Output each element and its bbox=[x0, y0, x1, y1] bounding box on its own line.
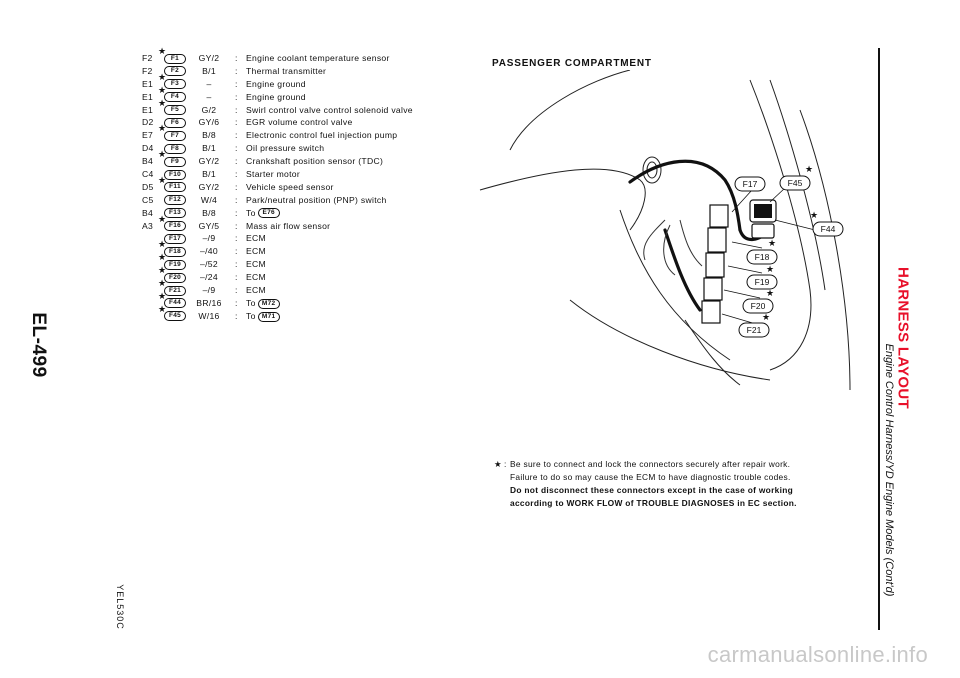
wire-color: –/52 bbox=[200, 259, 218, 270]
description-text: Park/neutral position (PNP) switch bbox=[246, 194, 387, 205]
star-icon: ★ bbox=[158, 213, 167, 224]
console-edge bbox=[800, 110, 850, 390]
connector-id-badge: F8 bbox=[164, 144, 186, 154]
separator: : bbox=[235, 246, 238, 257]
target-connector-badge: M71 bbox=[258, 312, 280, 322]
description-text: Engine ground bbox=[246, 78, 306, 89]
wire-color: GY/2 bbox=[198, 53, 220, 63]
separator: : bbox=[235, 233, 238, 244]
star-icon: ★ bbox=[158, 46, 167, 56]
connector-f19 bbox=[706, 253, 724, 277]
section-heading: HARNESS LAYOUT bbox=[894, 267, 912, 409]
connector-row bbox=[142, 232, 482, 245]
connector-description bbox=[246, 220, 330, 233]
star-f21: ★ bbox=[762, 312, 771, 322]
separator: : bbox=[235, 130, 238, 141]
connector-row bbox=[142, 239, 482, 258]
description-text: To bbox=[246, 297, 256, 308]
connector-description bbox=[246, 284, 266, 297]
connector-f17 bbox=[710, 205, 728, 227]
grid-location: E7 bbox=[142, 130, 154, 141]
harness-diagram bbox=[470, 70, 870, 400]
wire-color: B/8 bbox=[202, 207, 216, 218]
connector-f18 bbox=[708, 228, 726, 252]
description-text: Engine ground bbox=[246, 91, 306, 102]
wire-color: GY/5 bbox=[198, 220, 220, 231]
wire-color: – bbox=[206, 78, 212, 89]
separator: : bbox=[235, 259, 238, 270]
connector-id-badge: F44 bbox=[164, 298, 186, 308]
section-subheading: Engine Control Harness/YD Engine Models (Cont'd) bbox=[883, 343, 895, 597]
grid-location: E1 bbox=[142, 91, 154, 102]
connector-row bbox=[142, 265, 482, 284]
star-f19: ★ bbox=[766, 264, 775, 274]
description-text: To bbox=[246, 310, 256, 321]
wire-color: –/24 bbox=[200, 272, 218, 283]
connector-id-badge: F13 bbox=[164, 208, 186, 218]
note-colon: : bbox=[504, 459, 507, 469]
wire-color: B/1 bbox=[202, 65, 216, 76]
target-connector-badge: E76 bbox=[258, 208, 280, 218]
separator: : bbox=[235, 194, 238, 205]
connector-id-badge: F9 bbox=[164, 157, 186, 167]
connector-description bbox=[246, 207, 280, 220]
connector-description bbox=[246, 91, 306, 104]
star-f18: ★ bbox=[768, 238, 777, 248]
wire-color: BR/16 bbox=[196, 297, 222, 308]
wire-color: B/1 bbox=[202, 169, 216, 180]
description-text: EGR volume control valve bbox=[246, 117, 353, 128]
note-line-4: according to WORK FLOW of TROUBLE DIAGNOSES in EC section. bbox=[510, 498, 797, 508]
connector-f21 bbox=[702, 301, 720, 323]
page-number: EL-499 bbox=[28, 312, 49, 378]
grid-location: D2 bbox=[142, 117, 154, 128]
connector-id-badge: F45 bbox=[164, 311, 186, 321]
floor-outline bbox=[570, 300, 770, 380]
grid-location: B4 bbox=[142, 156, 154, 167]
description-text: Mass air flow sensor bbox=[246, 220, 331, 231]
grid-location: F2 bbox=[142, 53, 153, 63]
wire-color: –/9 bbox=[202, 233, 216, 244]
description-text: Engine coolant temperature sensor bbox=[246, 53, 390, 63]
description-text: ECM bbox=[246, 285, 266, 296]
wire-color: W/4 bbox=[200, 194, 218, 205]
separator: : bbox=[235, 53, 238, 63]
wire-color: –/40 bbox=[200, 246, 218, 257]
wire-color: –/9 bbox=[202, 285, 216, 296]
connector-description bbox=[246, 245, 266, 258]
description-text: Thermal transmitter bbox=[246, 65, 327, 76]
connector-row bbox=[142, 252, 482, 271]
connector-description bbox=[246, 168, 300, 181]
connector-row bbox=[142, 168, 482, 181]
label-f17: F17 bbox=[742, 179, 758, 189]
wire-color: GY/2 bbox=[198, 156, 220, 167]
star-icon: ★ bbox=[158, 149, 167, 160]
dash-outline bbox=[510, 70, 630, 150]
warning-note bbox=[494, 458, 834, 510]
connector-description bbox=[246, 52, 390, 65]
separator: : bbox=[235, 117, 238, 128]
connector-id-badge: F16 bbox=[164, 221, 186, 231]
separator: : bbox=[235, 207, 238, 218]
label-f45: F45 bbox=[787, 178, 803, 188]
star-icon: ★ bbox=[158, 174, 167, 185]
wire-color: GY/6 bbox=[198, 117, 220, 128]
label-f21: F21 bbox=[746, 325, 762, 335]
star-icon: ★ bbox=[158, 97, 167, 108]
grid-location: F2 bbox=[142, 65, 153, 76]
connector-id-badge: F19 bbox=[164, 260, 186, 270]
connector-description bbox=[246, 232, 266, 245]
connector-id-badge: F18 bbox=[164, 247, 186, 257]
connector-description bbox=[246, 310, 280, 323]
grid-location: C4 bbox=[142, 169, 154, 180]
description-text: Oil pressure switch bbox=[246, 143, 325, 154]
star-icon: ★ bbox=[158, 278, 167, 289]
connector-row bbox=[142, 194, 482, 207]
connector-id-badge: F20 bbox=[164, 273, 186, 283]
star-icon: ★ bbox=[158, 239, 167, 250]
description-text: To bbox=[246, 207, 256, 218]
connector-id-badge: F5 bbox=[164, 105, 186, 115]
star-icon: ★ bbox=[158, 71, 167, 82]
connector-id-badge: F6 bbox=[164, 118, 186, 128]
connector-description bbox=[246, 78, 306, 91]
connector-description bbox=[246, 65, 326, 78]
target-connector-badge: M72 bbox=[258, 299, 280, 309]
description-text: ECM bbox=[246, 259, 266, 270]
star-f45: ★ bbox=[805, 164, 814, 174]
star-icon: ★ bbox=[158, 123, 167, 134]
note-line-2: Failure to do so may cause the ECM to have diagnostic trouble codes. bbox=[510, 472, 791, 482]
separator: : bbox=[235, 143, 238, 154]
dash-outline-inner bbox=[480, 169, 645, 230]
connector-row bbox=[142, 65, 482, 78]
page-edge-rule bbox=[878, 48, 880, 630]
label-f19: F19 bbox=[754, 277, 770, 287]
separator: : bbox=[235, 181, 238, 192]
panel-edge-2 bbox=[685, 320, 740, 385]
harness-wires-3 bbox=[680, 220, 702, 266]
compartment-title: PASSENGER COMPARTMENT bbox=[492, 58, 652, 69]
connector-id-badge: F3 bbox=[164, 79, 186, 89]
label-f44: F44 bbox=[820, 224, 836, 234]
star-icon: ★ bbox=[158, 252, 167, 263]
description-text: Vehicle speed sensor bbox=[246, 181, 334, 192]
separator: : bbox=[235, 91, 238, 102]
star-f44: ★ bbox=[810, 210, 819, 220]
description-text: Electronic control fuel injection pump bbox=[246, 130, 398, 141]
wire-color: B/8 bbox=[202, 130, 216, 141]
connector-description bbox=[246, 129, 397, 142]
connector-description bbox=[246, 142, 324, 155]
description-text: ECM bbox=[246, 246, 266, 257]
star-icon: ★ bbox=[158, 84, 167, 95]
wire-color: B/1 bbox=[202, 143, 216, 154]
wire-color: W/16 bbox=[198, 310, 220, 321]
connector-description bbox=[246, 155, 383, 168]
description-text: Starter motor bbox=[246, 169, 301, 180]
wire-color: – bbox=[206, 91, 212, 102]
separator: : bbox=[235, 272, 238, 283]
star-icon: ★ bbox=[158, 290, 167, 301]
connector-description bbox=[246, 116, 353, 129]
grid-location: B4 bbox=[142, 207, 154, 218]
connector-id-badge: F17 bbox=[164, 234, 186, 244]
grid-location: A3 bbox=[142, 220, 154, 231]
star-icon: ★ bbox=[158, 265, 167, 276]
connector-id-badge: F2 bbox=[164, 66, 186, 76]
wire-color: G/2 bbox=[201, 104, 217, 115]
star-icon: ★ bbox=[158, 303, 167, 314]
note-star-icon: ★ bbox=[494, 459, 502, 469]
connector-id-badge: F7 bbox=[164, 131, 186, 141]
connector-description bbox=[246, 271, 266, 284]
connector-row bbox=[142, 123, 482, 142]
separator: : bbox=[235, 285, 238, 296]
connector-row bbox=[142, 207, 482, 220]
connector-row bbox=[142, 278, 482, 297]
description-text: Swirl control valve control solenoid valve bbox=[246, 104, 413, 115]
grid-location: D4 bbox=[142, 143, 154, 154]
watermark: carmanualsonline.info bbox=[707, 642, 928, 667]
separator: : bbox=[235, 310, 238, 321]
connector-description bbox=[246, 104, 413, 117]
note-line-3: Do not disconnect these connectors except in the case of working bbox=[510, 485, 794, 495]
connector-f44 bbox=[752, 224, 774, 238]
note-line-1: Be sure to connect and lock the connectors securely after repair work. bbox=[510, 459, 791, 469]
separator: : bbox=[235, 65, 238, 76]
connector-description bbox=[246, 258, 266, 271]
connector-id-badge: F12 bbox=[164, 195, 186, 205]
connector-row bbox=[142, 46, 482, 65]
grid-location: C5 bbox=[142, 194, 154, 205]
harness-wires bbox=[644, 220, 665, 260]
description-text: ECM bbox=[246, 272, 266, 283]
separator: : bbox=[235, 78, 238, 89]
description-text: ECM bbox=[246, 233, 266, 244]
connector-id-badge: F21 bbox=[164, 286, 186, 296]
connector-row bbox=[142, 149, 482, 168]
connector-f20 bbox=[704, 278, 722, 300]
grid-location: E1 bbox=[142, 104, 154, 115]
separator: : bbox=[235, 169, 238, 180]
label-f18: F18 bbox=[754, 252, 770, 262]
separator: : bbox=[235, 104, 238, 115]
connector-id-badge: F1 bbox=[164, 54, 186, 64]
connector-table bbox=[142, 46, 482, 323]
connector-description bbox=[246, 181, 334, 194]
connector-id-badge: F10 bbox=[164, 170, 186, 180]
grid-location: E1 bbox=[142, 78, 154, 89]
separator: : bbox=[235, 156, 238, 167]
label-f20: F20 bbox=[750, 301, 766, 311]
description-text: Crankshaft position sensor (TDC) bbox=[246, 156, 384, 167]
connector-id-badge: F11 bbox=[164, 182, 186, 192]
connector-description bbox=[246, 194, 387, 207]
grid-location: D5 bbox=[142, 181, 154, 192]
connector-description bbox=[246, 297, 280, 310]
connector-row bbox=[142, 116, 482, 129]
figure-code: YEL530C bbox=[115, 584, 125, 630]
star-f20: ★ bbox=[766, 288, 775, 298]
wire-color: GY/2 bbox=[198, 181, 220, 192]
separator: : bbox=[235, 220, 238, 231]
connector-id-badge: F4 bbox=[164, 92, 186, 102]
separator: : bbox=[235, 297, 238, 308]
connector-row bbox=[142, 142, 482, 155]
